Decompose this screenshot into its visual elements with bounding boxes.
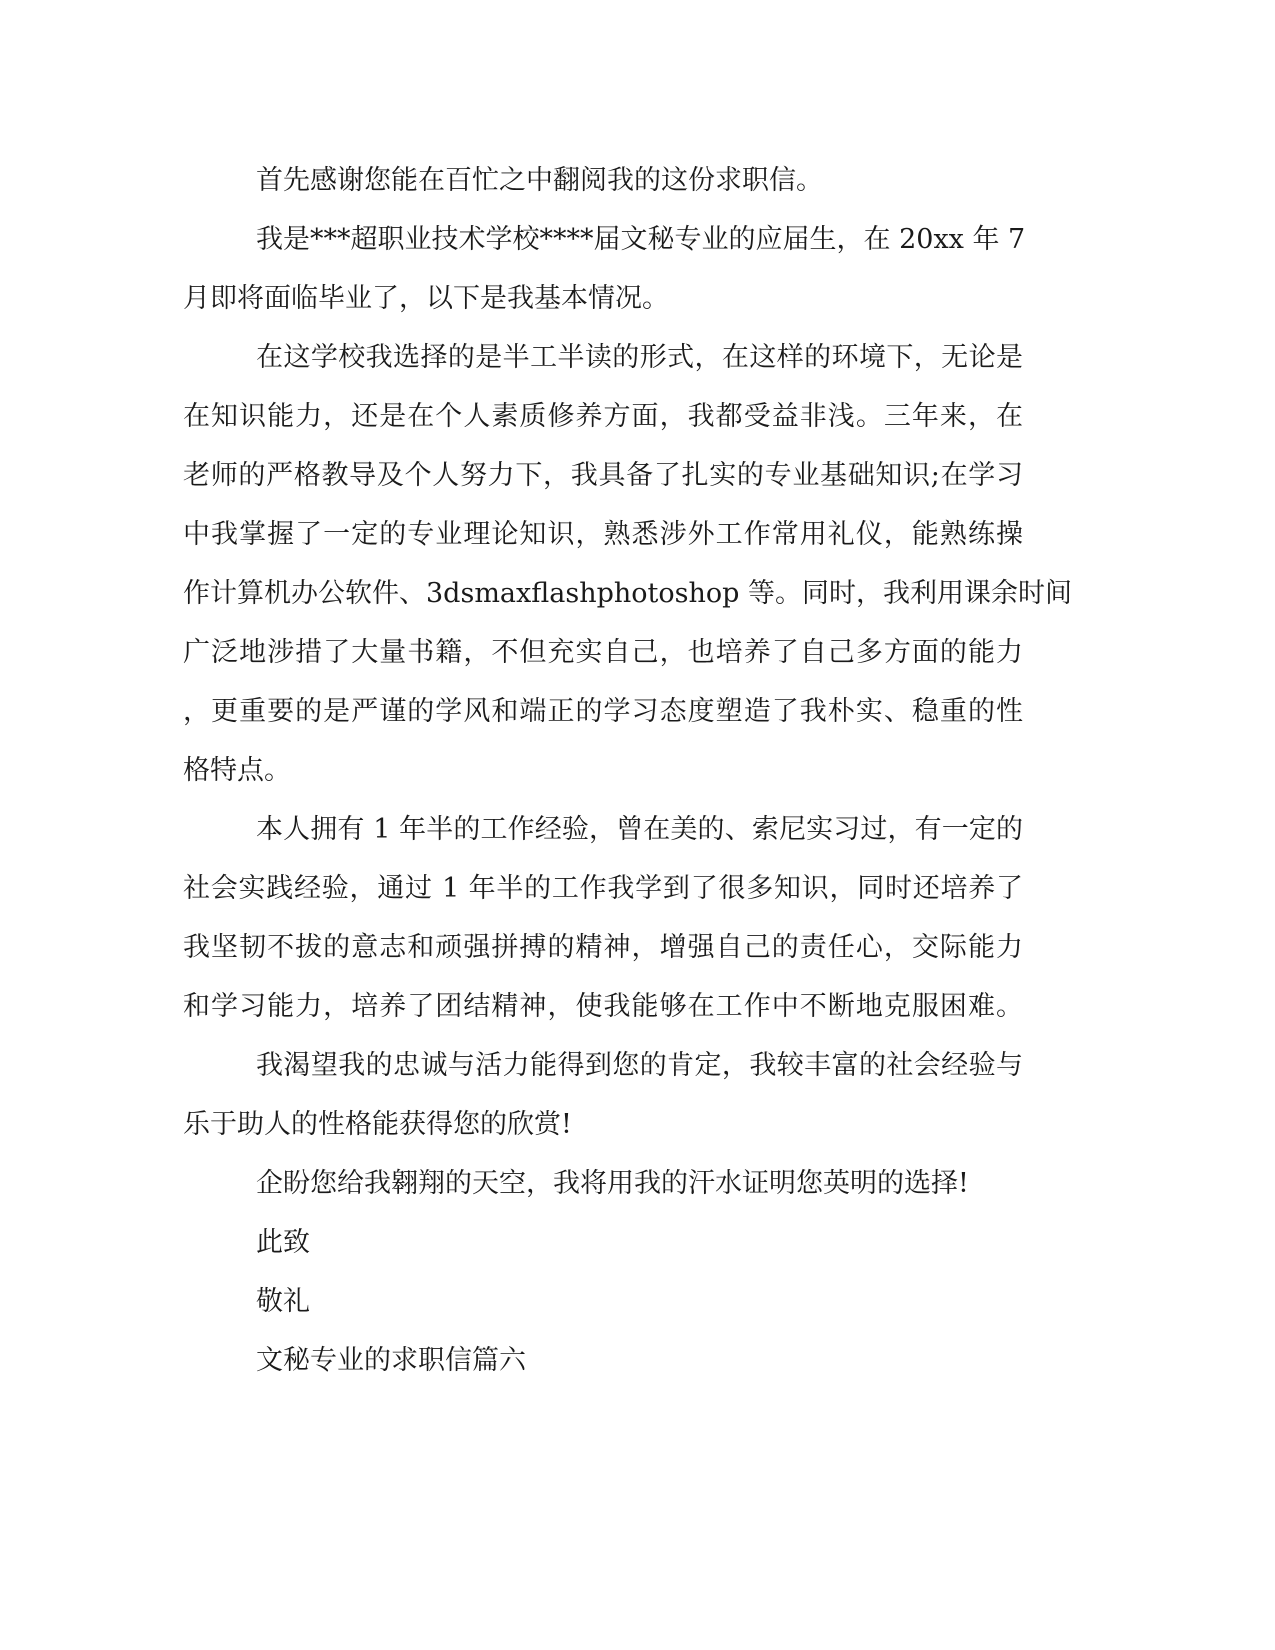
paragraph-experience-line: 社会实践经验，通过 1 年半的工作我学到了很多知识，同时还培养了 [183,873,1023,904]
paragraph-intro-line: 月即将面临毕业了，以下是我基本情况。 [183,283,669,314]
paragraph-study-line: 作计算机办公软件、3dsmaxflashphotoshop 等。同时，我利用课余时间 [183,578,1072,609]
paragraph-study-line: 广泛地涉措了大量书籍，不但充实自己，也培养了自己多方面的能力 [183,637,1023,668]
paragraph-study-line: 老师的严格教导及个人努力下，我具备了扎实的专业基础知识;在学习 [183,460,1023,491]
section-heading: 文秘专业的求职信篇六 [256,1345,526,1376]
salutation-cizhi: 此致 [256,1227,310,1258]
salutation-jingli: 敬礼 [256,1286,310,1317]
paragraph-intro-line: 我是***超职业技术学校****届文秘专业的应届生，在 20xx 年 7 [256,224,1026,255]
paragraph-study-line: 在这学校我选择的是半工半读的形式，在这样的环境下，无论是 [256,342,1023,373]
paragraph-hope-line: 我渴望我的忠诚与活力能得到您的肯定，我较丰富的社会经验与 [256,1050,1023,1081]
paragraph-study-line: 格特点。 [183,755,291,786]
paragraph-hope-line: 乐于助人的性格能获得您的欣赏! [183,1109,572,1140]
paragraph-opening: 首先感谢您能在百忙之中翻阅我的这份求职信。 [256,165,823,196]
paragraph-experience-line: 本人拥有 1 年半的工作经验，曾在美的、索尼实习过，有一定的 [256,814,1023,845]
paragraph-closing: 企盼您给我翱翔的天空，我将用我的汗水证明您英明的选择! [256,1168,969,1199]
paragraph-experience-line: 我坚韧不拔的意志和顽强拼搏的精神，增强自己的责任心，交际能力 [183,932,1023,963]
paragraph-experience-line: 和学习能力，培养了团结精神，使我能够在工作中不断地克服困难。 [183,991,1023,1022]
paragraph-study-line: 在知识能力，还是在个人素质修养方面，我都受益非浅。三年来，在 [183,401,1023,432]
paragraph-study-line: ，更重要的是严谨的学风和端正的学习态度塑造了我朴实、稳重的性 [183,696,1023,727]
paragraph-study-line: 中我掌握了一定的专业理论知识，熟悉涉外工作常用礼仪，能熟练操 [183,519,1023,550]
